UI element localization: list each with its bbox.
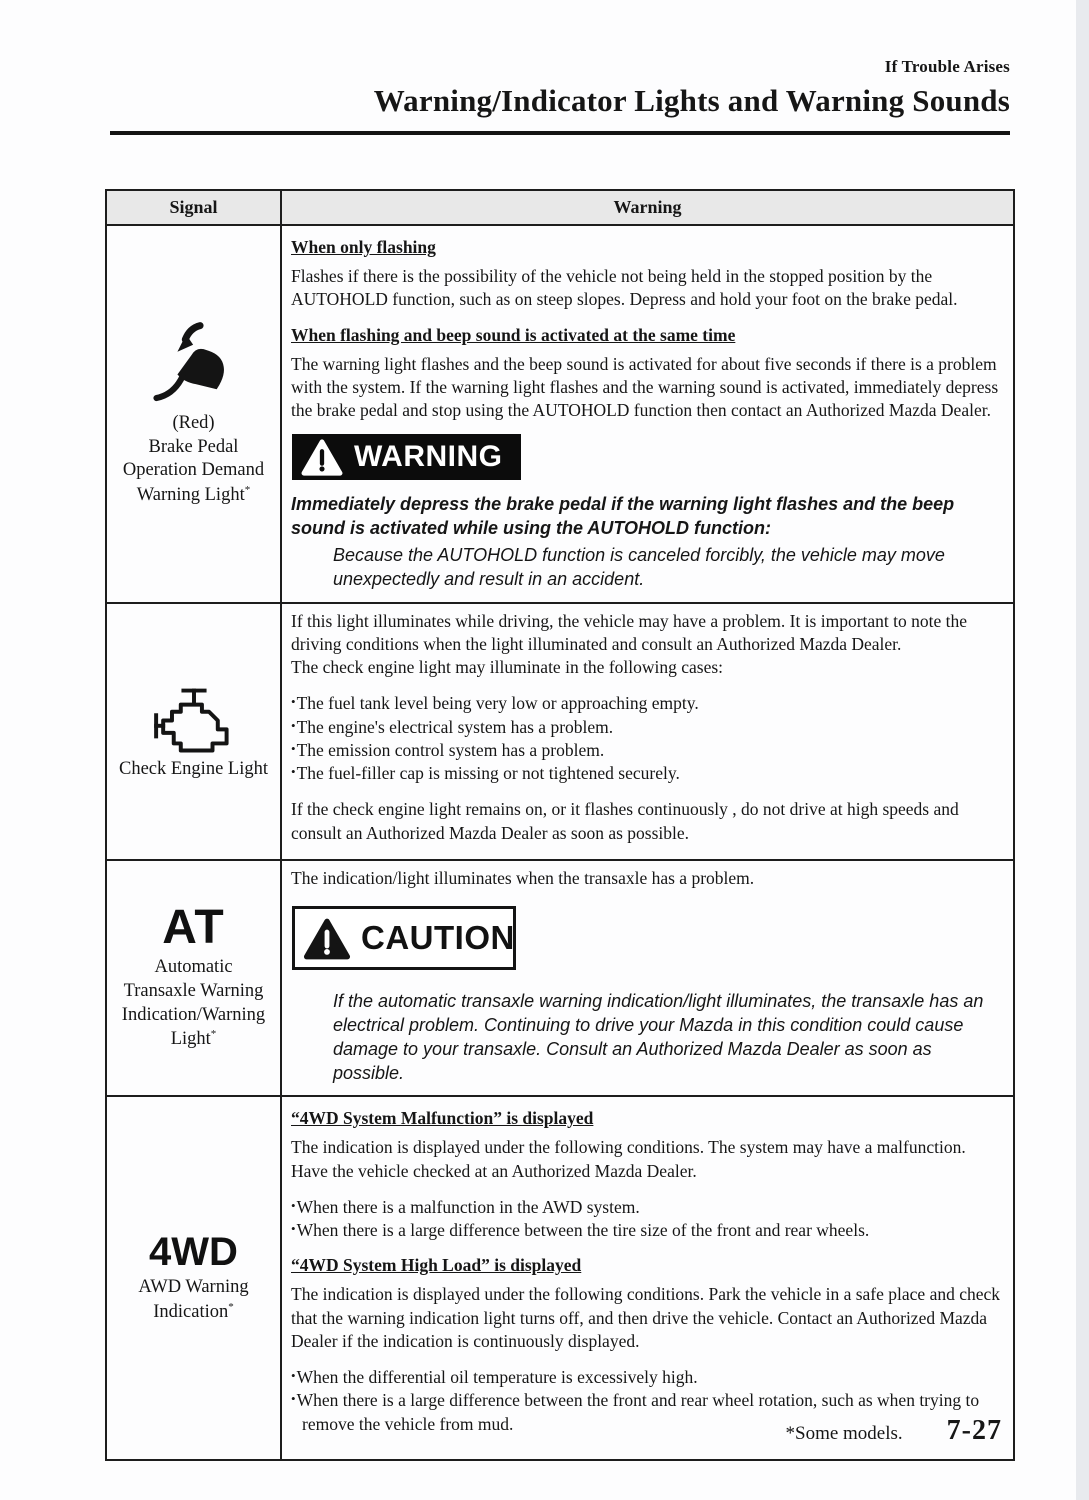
bullet-list: •When the differential oil temperature is excessively high. •When there is a large difference between the front and rear wheel rotation, such as when trying to remove the vehicle from mud. (291, 1367, 980, 1434)
bullet-list: •The fuel tank level being very low or approaching empty. •The engine's electrical system has a problem. •The emission control system has a problem. •The fuel-filler cap is missing or not tightened securely. (291, 693, 699, 784)
warning-cell (281, 860, 1014, 1096)
table-row (106, 603, 1014, 860)
4wd-indicator-symbol: 4WD (149, 1229, 238, 1274)
warning-paragraph: If this light illuminates while driving, the vehicle may have a problem. It is important to note the driving conditions when the light illuminated and consult an Authorized Mazda Dealer. (291, 610, 968, 654)
signal-cell-check-engine (106, 603, 281, 860)
table-row (106, 860, 1014, 1096)
warning-banner-label: WARNING (354, 440, 503, 474)
warning-cell (281, 225, 1014, 603)
warning-banner (292, 434, 521, 480)
warning-triangle-icon (301, 437, 343, 477)
warning-cell (281, 1096, 1014, 1460)
signal-cell-at (106, 860, 281, 1096)
signal-label: AWD Warning Indication* (138, 1276, 249, 1322)
title-rule (110, 131, 1010, 135)
warning-paragraph: The indication is displayed under the following conditions. The system may have a malfunction. Have the vehicle checked at an Authorized Mazda Dealer. (291, 1137, 966, 1181)
page-footer (786, 1415, 1003, 1447)
bullet-list: •When there is a malfunction in the AWD system. •When there is a large difference between the tire size of the front and rear wheels. (291, 1196, 870, 1241)
caution-note-body: If the automatic transaxle warning indication/light illuminates, the transaxle has an electrical problem. Continuing to drive your Mazda in this condition could cause damage to your transaxle. Consult an Authorized Mazda Dealer as soon as possible. (333, 991, 984, 1083)
footnote: *Some models. (785, 1423, 903, 1444)
signal-label: Check Engine Light (119, 759, 268, 780)
page-title: Warning/Indicator Lights and Warning Sounds (373, 83, 1010, 118)
warning-subheading: “4WD System Malfunction” is displayed (291, 1108, 594, 1129)
warning-subheading: When flashing and beep sound is activated at the same time (291, 324, 736, 345)
signal-cell-brake-pedal (106, 225, 281, 603)
warning-paragraph: Flashes if there is the possibility of the vehicle not being held in the stopped position by the AUTOHOLD function, such as on steep slopes. Depress and hold your foot on the brake pedal. (291, 266, 958, 310)
warning-paragraph: The indication/light illuminates when the transaxle has a problem. (291, 868, 755, 888)
signal-label: Automatic Transaxle Warning Indication/Warning Light* (121, 957, 266, 1050)
warning-subheading: When only flashing (291, 237, 436, 257)
caution-banner (292, 906, 516, 970)
warning-cell (281, 603, 1014, 860)
section-eyebrow: If Trouble Arises (884, 57, 1010, 76)
at-indicator-symbol: AT (162, 901, 225, 955)
caution-triangle-icon (303, 916, 351, 961)
warning-paragraph: The check engine light may illuminate in the following cases: (291, 657, 724, 678)
warning-paragraph: If the check engine light remains on, or it flashes continuously , do not drive at high speeds and consult an Authorized Mazda Dealer as soon as possible. (291, 799, 959, 843)
warning-note-body: Because the AUTOHOLD function is canceled forcibly, the vehicle may move unexpectedly and result in an accident. (333, 545, 945, 589)
column-header-signal: Signal (106, 190, 281, 225)
warning-lights-table (105, 189, 1015, 1461)
warning-note-lead: Immediately depress the brake pedal if the warning light flashes and the beep sound is activated while using the AUTOHOLD function: (291, 494, 955, 538)
check-engine-icon (111, 680, 276, 754)
table-row (106, 1096, 1014, 1460)
column-header-warning: Warning (281, 190, 1014, 225)
warning-subheading: “4WD System High Load” is displayed (291, 1255, 582, 1276)
caution-banner-label: CAUTION (361, 919, 515, 957)
signal-label: (Red) Brake Pedal Operation Demand Warning Light* (122, 412, 265, 506)
brake-pedal-warning-icon (111, 320, 276, 408)
page-header (0, 0, 1089, 119)
signal-cell-4wd (106, 1096, 281, 1460)
warning-paragraph: The indication is displayed under the following conditions. Park the vehicle in a safe place and check that the warning indication light turns off, and then drive the vehicle. Contact an Authorized Mazda Dealer if the indication is continuously displayed. (291, 1284, 1001, 1351)
table-header-row (106, 190, 1014, 225)
page-edge-shadow (1076, 0, 1089, 1500)
warning-paragraph: The warning light flashes and the beep sound is activated for about five seconds if there is a problem with the system. If the warning light flashes and the warning sound is activated, immediately depress the brake pedal and stop using the AUTOHOLD function then contact an Authorized Mazda Dealer. (291, 353, 999, 421)
table-row (106, 225, 1014, 603)
page-number: 7-27 (946, 1415, 1002, 1446)
